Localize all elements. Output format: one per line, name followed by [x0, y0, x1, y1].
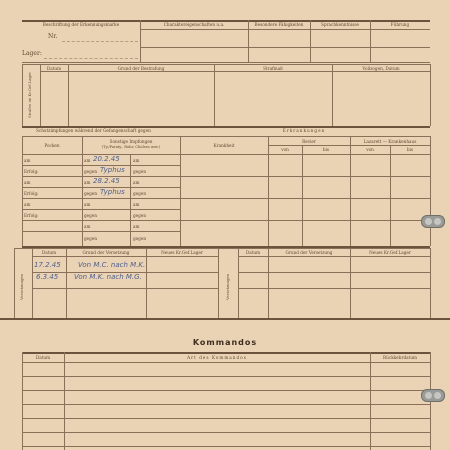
impf-row-label: Erfolg: [24, 213, 39, 218]
versetzungen-side-label-left: Versetzungen [19, 273, 24, 300]
vers-col-neues: Neues Kr.Gef.Lager [161, 250, 203, 255]
impf-row-gegen: am [84, 158, 91, 163]
punch-hole [421, 215, 445, 228]
revier-bis: bis [322, 147, 330, 152]
col-revier: Revier [302, 139, 316, 144]
lazarett-bis: bis [406, 147, 414, 152]
impf-row-label: am [24, 158, 31, 163]
revier-von: von [281, 147, 289, 152]
kom-col-datum: Datum [35, 355, 51, 360]
impf-row-gegen: am [84, 202, 91, 207]
versetzungen-side-label-right: Versetzungen [225, 273, 230, 300]
impf-row-gegen: am [84, 180, 91, 185]
kom-col-art: Art des Kommandos [187, 355, 247, 360]
vers-col-neues-2: Neues Kr.Gef.Lager [369, 250, 411, 255]
kom-col-rueck: Rückkehrdatum [383, 355, 417, 360]
col-pocken: Pocken [44, 143, 60, 148]
impf-row-am: gegen [133, 191, 147, 196]
punch-hole [421, 389, 445, 402]
lager-label: Lager: [22, 50, 42, 57]
vers-reason-handwritten: Von M.C. nach M.K. [78, 261, 146, 269]
col-krankheit: Krankheit [213, 143, 235, 148]
vers-date-handwritten: 6.3.45 [36, 273, 59, 281]
vers-col-datum: Datum [41, 250, 57, 255]
vers-date-handwritten: 17.2.45 [34, 261, 61, 269]
impf-row-gegen: am [84, 224, 91, 229]
vers-col-grund-2: Grund der Versetzung [285, 250, 333, 255]
strafen-col-grund: Grund der Bestrafung [117, 66, 165, 71]
col-faehigkeiten: Besondere Fähigkeiten [254, 22, 304, 27]
col-lazarett: Lazarett — Krankenhaus [363, 139, 417, 144]
col-sprachkenntnisse: Sprachkenntnisse [321, 22, 359, 27]
impf-row-gegen: gegen [84, 191, 98, 196]
impfungen-title: Schutzimpfungen während der Gefangenschaft gegen [36, 128, 151, 133]
col-erkennungsmarke: Beschriftung der Erkennungsmarke [42, 22, 120, 27]
impf-row-gegen: gegen [84, 169, 98, 174]
impf-row-am: gegen [133, 236, 147, 241]
nr-label: Nr. [48, 33, 58, 40]
impf-row-am: am [133, 158, 140, 163]
strafen-col-vollzogen: Vollzogen, Datum [362, 66, 400, 71]
impf-row-am: am [133, 202, 140, 207]
erkrankungen-title: Erkrankungen [282, 128, 326, 133]
impf-row-am: gegen [133, 213, 147, 218]
impf-row-gegen: gegen [84, 213, 98, 218]
col-charakter: Charaktereigenschaften u.a. [163, 22, 225, 27]
impf-date-handwritten: 28.2.45 [93, 177, 120, 185]
vers-col-grund: Grund der Versetzung [82, 250, 130, 255]
impf-row-gegen: gegen [84, 236, 98, 241]
col-sonstige: Sonstige Impfungen [109, 139, 153, 144]
impf-type-handwritten: Typhus [100, 166, 125, 174]
impf-date-handwritten: 20.2.45 [93, 155, 120, 163]
vers-reason-handwritten: Von M.K. nach M.G. [74, 273, 142, 281]
impf-row-am: am [133, 224, 140, 229]
lazarett-von: von [366, 147, 374, 152]
impf-row-am: am [133, 180, 140, 185]
kommandos-title: Kommandos [192, 338, 258, 347]
col-sonstige-sub: (Ty./Paraty., Ruhr, Cholera usw.) [101, 145, 161, 149]
impf-row-am: gegen [133, 169, 147, 174]
strafen-col-strafmass: Strafmaß [263, 66, 283, 71]
impf-row-label: Erfolg: [24, 191, 39, 196]
impf-row-label: am [24, 180, 31, 185]
vers-col-datum-2: Datum [245, 250, 261, 255]
impf-row-label: Erfolg: [24, 169, 39, 174]
strafen-col-datum: Datum [46, 66, 62, 71]
strafen-side-label: Strafen im Kr.Gef.Lager [27, 71, 32, 118]
impf-type-handwritten: Typhus [100, 188, 125, 196]
impf-row-label: am [24, 202, 31, 207]
col-fuehrung: Führung [390, 22, 410, 27]
